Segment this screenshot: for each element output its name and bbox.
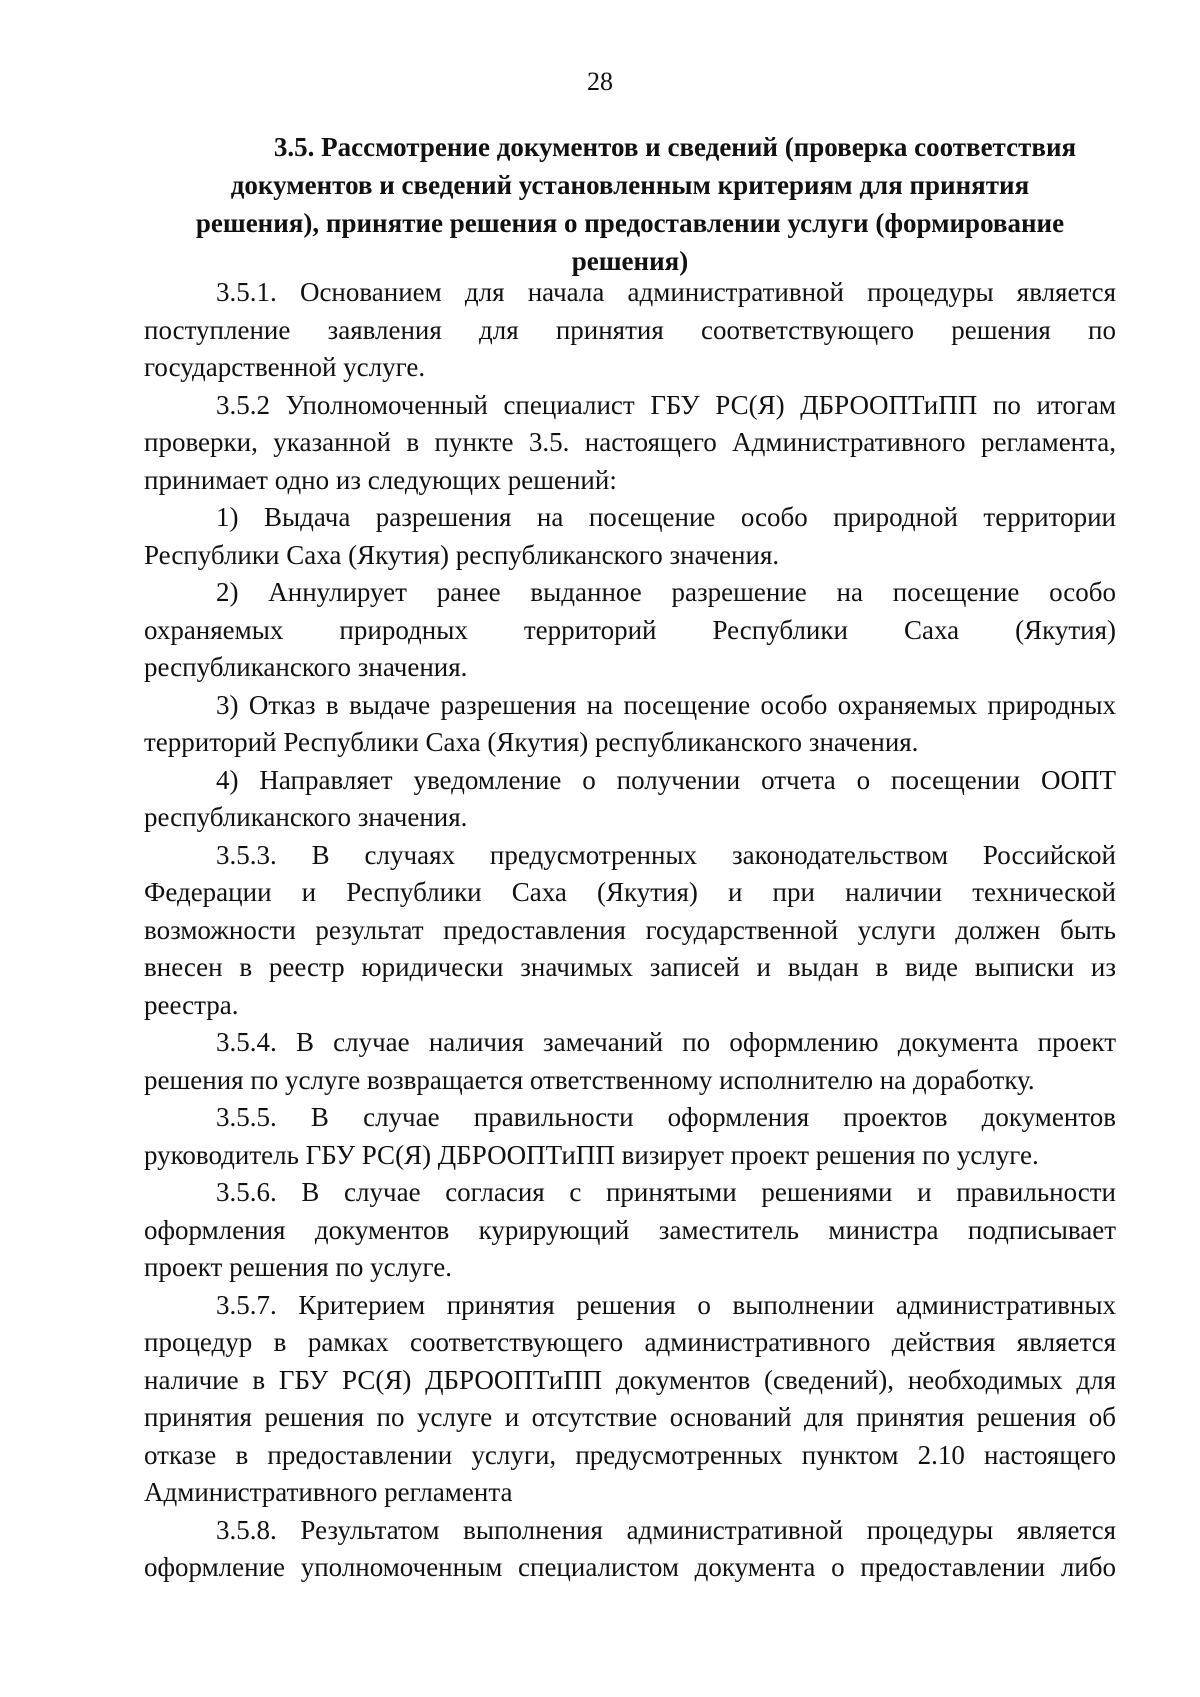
document-body — [144, 274, 1116, 1587]
text-line: 3.5.1. Основанием для начала административной процедуры является — [216, 277, 1116, 307]
paragraph — [144, 1174, 1116, 1287]
paragraph — [144, 1024, 1116, 1099]
text-line: реестра. — [144, 989, 239, 1020]
heading-line: решения) — [571, 246, 689, 276]
text-line: охраняемых природных территорий Республики Саха (Якутия) — [144, 614, 1116, 645]
text-line: оформления документов курирующий заместитель министра подписывает — [144, 1214, 1116, 1245]
paragraph — [144, 762, 1116, 837]
text-line: руководитель ГБУ РС(Я) ДБРООПТиПП визирует проект решения по услуге. — [144, 1139, 1039, 1170]
text-line: государственной услуге. — [144, 352, 426, 382]
paragraph — [144, 274, 1116, 387]
text-line: 3.5.5. В случае правильности оформления проектов документов — [216, 1102, 1116, 1132]
text-line: территорий Республики Саха (Якутия) республиканского значения. — [144, 727, 919, 757]
paragraph — [144, 1099, 1116, 1174]
text-line: 4) Направляет уведомление о получении отчета о посещении ООПТ — [216, 764, 1116, 795]
text-line: наличие в ГБУ РС(Я) ДБРООПТиПП документов (сведений), необходимых для — [144, 1364, 1116, 1395]
paragraph — [144, 837, 1116, 1025]
text-line: решения по услуге возвращается ответственному исполнителю на доработку. — [144, 1064, 1035, 1095]
text-line: 2) Аннулирует ранее выданное разрешение на посещение особо — [216, 577, 1116, 607]
text-line: 3.5.6. В случае согласия с принятыми решениями и правильности — [216, 1177, 1116, 1207]
text-line: 3.5.7. Критерием принятия решения о выполнении административных — [216, 1289, 1116, 1320]
text-line: принимает одно из следующих решений: — [144, 464, 617, 495]
paragraph — [144, 387, 1116, 500]
text-line: 3.5.8. Результатом выполнения административной процедуры является — [216, 1514, 1116, 1545]
text-line: республиканского значения. — [144, 652, 468, 682]
section-heading — [150, 128, 1110, 280]
paragraph — [144, 1287, 1116, 1512]
text-line: оформление уполномоченным специалистом документа о предоставлении либо — [144, 1552, 1116, 1582]
text-line: Административного регламента — [144, 1477, 513, 1507]
paragraph — [144, 499, 1116, 574]
text-line: Федерации и Республики Саха (Якутия) и при наличии технической — [144, 877, 1116, 907]
heading-line: документов и сведений установленным критериям для принятия — [230, 170, 1030, 200]
text-line: 3) Отказ в выдаче разрешения на посещение особо охраняемых природных — [216, 689, 1116, 720]
heading-line: решения), принятие решения о предоставлении услуги (формирование — [195, 208, 1065, 238]
text-line: возможности результат предоставления государственной услуги должен быть — [144, 914, 1116, 945]
paragraph — [144, 1512, 1116, 1587]
text-line: 1) Выдача разрешения на посещение особо природной территории — [216, 502, 1116, 532]
paragraph — [144, 574, 1116, 687]
text-line: проверки, указанной в пункте 3.5. настоящего Административного регламента, — [144, 427, 1116, 457]
text-line: внесен в реестр юридически значимых записей и выдан в виде выписки из — [144, 952, 1116, 982]
text-line: республиканского значения. — [144, 802, 468, 832]
text-line: проект решения по услуге. — [144, 1252, 453, 1282]
text-line: 3.5.3. В случаях предусмотренных законодательством Российской — [216, 839, 1116, 870]
text-line: Республики Саха (Якутия) республиканского значения. — [144, 539, 780, 570]
page-number: 28 — [587, 67, 613, 96]
text-line: процедур в рамках соответствующего административного действия является — [144, 1327, 1116, 1357]
paragraph — [144, 687, 1116, 762]
text-line: принятия решения по услуге и отсутствие оснований для принятия решения об — [144, 1402, 1116, 1432]
heading-line: 3.5. Рассмотрение документов и сведений (проверка соответствия — [273, 132, 1077, 162]
text-line: 3.5.4. В случае наличия замечаний по оформлению документа проект — [216, 1027, 1116, 1057]
text-line: отказе в предоставлении услуги, предусмотренных пунктом 2.10 настоящего — [144, 1439, 1116, 1470]
text-line: 3.5.2 Уполномоченный специалист ГБУ РС(Я) ДБРООПТиПП по итогам — [216, 389, 1116, 420]
text-line: поступление заявления для принятия соответствующего решения по — [144, 314, 1116, 345]
